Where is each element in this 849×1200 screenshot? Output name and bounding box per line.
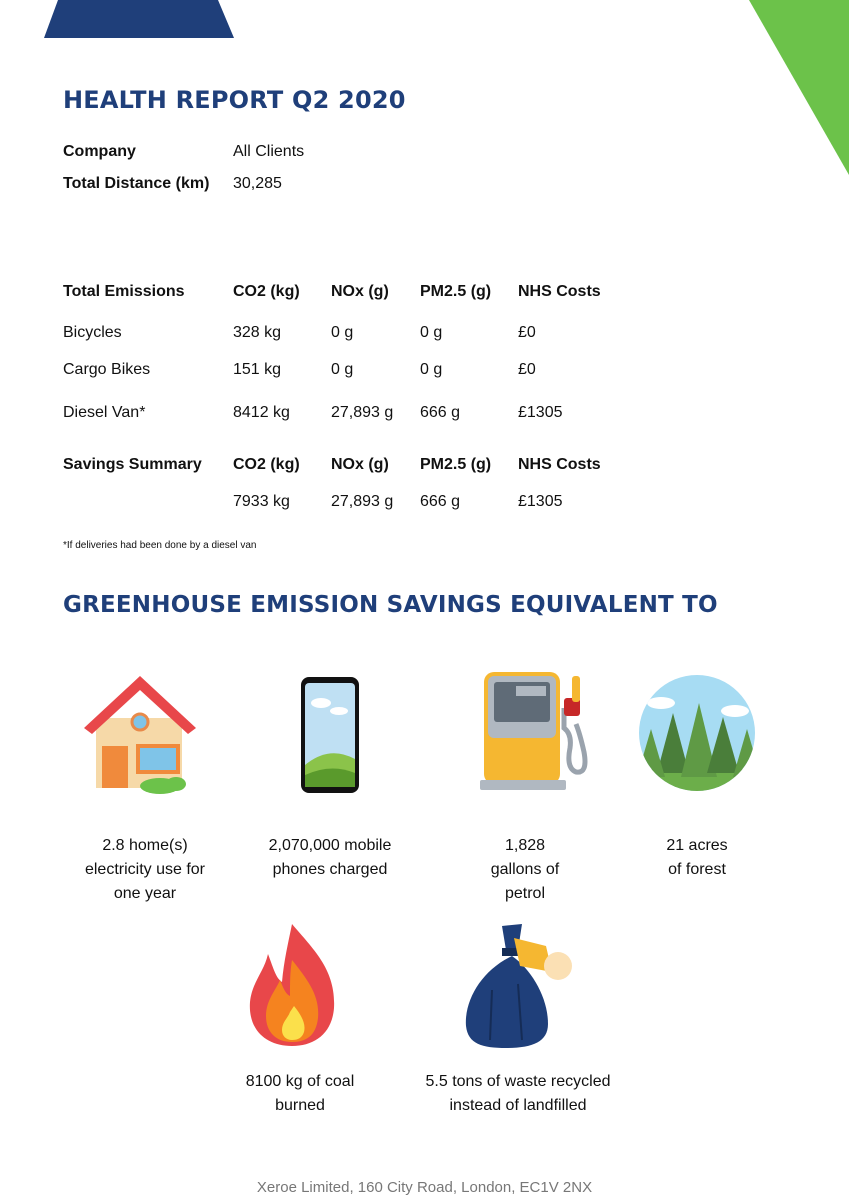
table-cell: £1305 — [518, 493, 563, 510]
equivalent-caption-waste — [393, 1070, 643, 1118]
caption-line: of forest — [668, 861, 726, 878]
equivalent-caption-petrol — [425, 834, 625, 906]
table-header: PM2.5 (g) — [420, 456, 492, 473]
caption-line: 2.8 home(s) — [102, 837, 188, 854]
table-cell: 27,893 g — [331, 404, 394, 421]
distance-value: 30,285 — [233, 175, 282, 192]
table-cell: 0 g — [420, 324, 443, 341]
caption-line: one year — [113, 885, 177, 902]
table-cell: 0 g — [420, 361, 443, 378]
caption-line: gallons of — [490, 861, 560, 878]
house-icon — [80, 670, 200, 795]
distance-label: Total Distance (km) — [63, 175, 210, 192]
table-cell: 328 kg — [233, 324, 282, 341]
table-header: NHS Costs — [518, 456, 601, 473]
caption-line: instead of landfilled — [449, 1097, 587, 1114]
fire-icon — [244, 920, 339, 1050]
table-header: Savings Summary — [63, 456, 202, 473]
table-cell: £0 — [518, 324, 536, 341]
table-header: PM2.5 (g) — [420, 283, 492, 300]
forest-icon — [637, 673, 757, 793]
green-corner-shape — [749, 0, 849, 180]
table-header: Total Emissions — [63, 283, 185, 300]
table-cell: 8412 kg — [233, 404, 290, 421]
table-header: NOx (g) — [331, 456, 389, 473]
table-header: NOx (g) — [331, 283, 389, 300]
equivalent-caption-forest — [597, 834, 797, 882]
table-cell: 0 g — [331, 324, 354, 341]
table-header: NHS Costs — [518, 283, 601, 300]
table-cell: 7933 kg — [233, 493, 290, 510]
table-cell: £1305 — [518, 404, 563, 421]
table-cell: £0 — [518, 361, 536, 378]
caption-line: 21 acres — [666, 837, 728, 854]
page-title: HEALTH REPORT Q2 2020 — [63, 86, 406, 114]
company-label: Company — [63, 143, 136, 160]
caption-line: petrol — [504, 885, 546, 902]
caption-line: burned — [275, 1097, 325, 1114]
mobile-phone-icon — [299, 675, 361, 795]
footnote: *If deliveries had been done by a diesel van — [63, 540, 257, 551]
table-cell: 0 g — [331, 361, 354, 378]
caption-line: 5.5 tons of waste recycled — [425, 1073, 611, 1090]
table-cell: 666 g — [420, 404, 461, 421]
fuel-pump-icon — [480, 668, 595, 793]
equivalent-caption-homes — [45, 834, 245, 906]
table-cell: 151 kg — [233, 361, 282, 378]
navy-corner-shape — [40, 0, 240, 40]
caption-line: 8100 kg of coal — [245, 1073, 355, 1090]
caption-line: 2,070,000 mobile — [268, 837, 392, 854]
waste-bag-icon — [462, 920, 577, 1050]
caption-line: phones charged — [272, 861, 388, 878]
table-cell: Bicycles — [63, 324, 122, 341]
table-cell: Diesel Van* — [63, 404, 146, 421]
footer-address: Xeroe Limited, 160 City Road, London, EC1V 2NX — [256, 1179, 593, 1196]
caption-line: electricity use for — [84, 861, 206, 878]
equivalent-caption-coal — [200, 1070, 400, 1118]
table-header: CO2 (kg) — [233, 456, 300, 473]
table-cell: 27,893 g — [331, 493, 394, 510]
equivalent-caption-phones — [230, 834, 430, 882]
section-title: GREENHOUSE EMISSION SAVINGS EQUIVALENT TO — [63, 592, 718, 618]
table-cell: 666 g — [420, 493, 461, 510]
caption-line: 1,828 — [504, 837, 546, 854]
table-cell: Cargo Bikes — [63, 361, 151, 378]
company-value: All Clients — [233, 143, 305, 160]
table-header: CO2 (kg) — [233, 283, 300, 300]
